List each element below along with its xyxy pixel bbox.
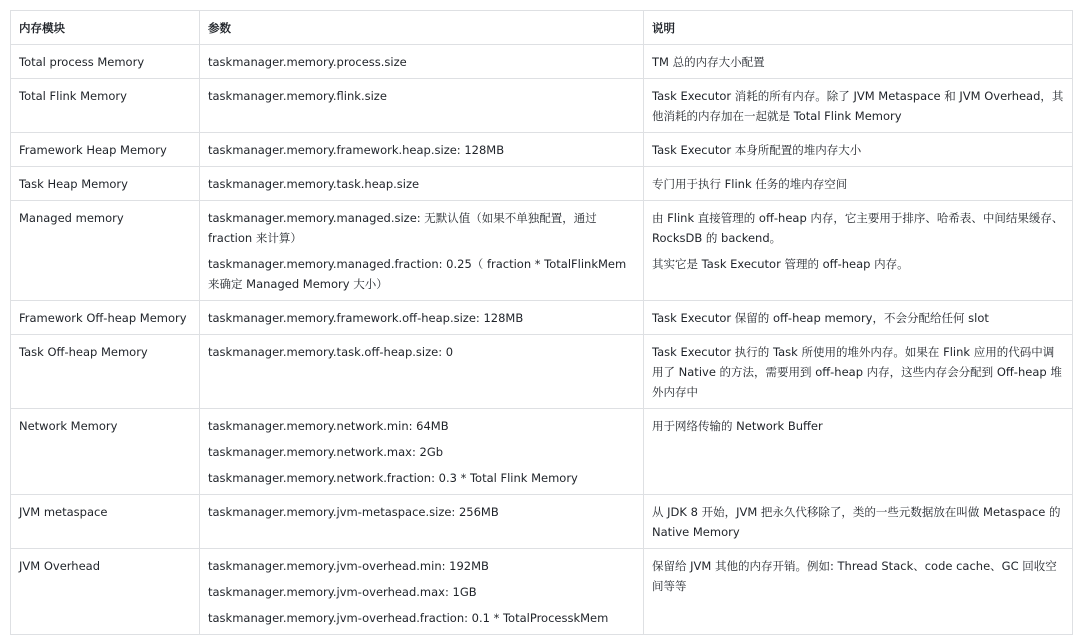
cell-module: Managed memory: [11, 201, 200, 301]
table-row: [11, 409, 1073, 495]
cell-module: Framework Heap Memory: [11, 133, 200, 167]
desc-line: Task Executor 消耗的所有内存。除了 JVM Metaspace 和 JVM Overhead，其他消耗的内存加在一起就是 Total Flink Memory: [652, 89, 1064, 123]
desc-line: 专门用于执行 Flink 任务的堆内存空间: [652, 177, 848, 191]
param-line: taskmanager.memory.jvm-overhead.max: 1GB: [208, 585, 477, 599]
desc-line: TM 总的内存大小配置: [652, 55, 765, 69]
cell-params: [200, 45, 644, 79]
param-line: taskmanager.memory.framework.heap.size: 128MB: [208, 143, 505, 157]
param-line: taskmanager.memory.flink.size: [208, 89, 387, 103]
cell-params: [200, 549, 644, 635]
table-row: [11, 301, 1073, 335]
cell-params: [200, 301, 644, 335]
table-row: [11, 335, 1073, 409]
header-params: 参数: [200, 11, 644, 45]
desc-line: Task Executor 保留的 off-heap memory，不会分配给任何 slot: [652, 311, 989, 325]
cell-module: Network Memory: [11, 409, 200, 495]
table-row: [11, 45, 1073, 79]
table-row: [11, 167, 1073, 201]
param-line: taskmanager.memory.jvm-overhead.fraction: 0.1 * TotalProcesskMem: [208, 611, 609, 625]
cell-desc: [644, 167, 1073, 201]
param-line: taskmanager.memory.network.max: 2Gb: [208, 445, 444, 459]
cell-desc: [644, 549, 1073, 635]
cell-desc: [644, 45, 1073, 79]
param-line: taskmanager.memory.task.heap.size: [208, 177, 420, 191]
cell-desc: [644, 133, 1073, 167]
cell-params: [200, 201, 644, 301]
desc-line: 用于网络传输的 Network Buffer: [652, 419, 823, 433]
cell-desc: [644, 301, 1073, 335]
desc-line: 由 Flink 直接管理的 off-heap 内存，它主要用于排序、哈希表、中间结果缓存、RocksDB 的 backend。: [652, 211, 1064, 245]
param-line: taskmanager.memory.network.min: 64MB: [208, 419, 449, 433]
table-body: [11, 45, 1073, 635]
table-header-row: [11, 11, 1073, 45]
cell-desc: [644, 335, 1073, 409]
memory-table-container: [10, 10, 1072, 635]
cell-module: Total Flink Memory: [11, 79, 200, 133]
cell-module: Task Off-heap Memory: [11, 335, 200, 409]
param-line: taskmanager.memory.task.off-heap.size: 0: [208, 345, 454, 359]
table-row: [11, 201, 1073, 301]
desc-line: 从 JDK 8 开始，JVM 把永久代移除了，类的一些元数据放在叫做 Metaspace 的 Native Memory: [652, 505, 1061, 539]
cell-desc: [644, 495, 1073, 549]
param-line: taskmanager.memory.managed.fraction: 0.25（ fraction * TotalFlinkMem 来确定 Managed Memory 大小）: [208, 257, 627, 291]
cell-params: [200, 409, 644, 495]
table-row: [11, 79, 1073, 133]
cell-params: [200, 79, 644, 133]
cell-params: [200, 133, 644, 167]
cell-module: Total process Memory: [11, 45, 200, 79]
header-module: 内存模块: [11, 11, 200, 45]
cell-module: JVM Overhead: [11, 549, 200, 635]
cell-params: [200, 335, 644, 409]
param-line: taskmanager.memory.jvm-metaspace.size: 256MB: [208, 505, 499, 519]
cell-module: Framework Off-heap Memory: [11, 301, 200, 335]
desc-line: 保留给 JVM 其他的内存开销。例如: Thread Stack、code cache、GC 回收空间等等: [652, 559, 1057, 593]
memory-config-table: [10, 10, 1073, 635]
desc-line: 其实它是 Task Executor 管理的 off-heap 内存。: [652, 257, 909, 271]
param-line: taskmanager.memory.network.fraction: 0.3 * Total Flink Memory: [208, 471, 578, 485]
param-line: taskmanager.memory.managed.size: 无默认值（如果不单独配置，通过 fraction 来计算）: [208, 211, 597, 245]
cell-module: JVM metaspace: [11, 495, 200, 549]
param-line: taskmanager.memory.process.size: [208, 55, 407, 69]
desc-line: Task Executor 本身所配置的堆内存大小: [652, 143, 862, 157]
desc-line: Task Executor 执行的 Task 所使用的堆外内存。如果在 Flink 应用的代码中调用了 Native 的方法，需要用到 off-heap 内存，这些内存会分配到 Off-heap 堆外内存中: [652, 345, 1062, 399]
cell-desc: [644, 201, 1073, 301]
table-row: [11, 495, 1073, 549]
table-row: [11, 133, 1073, 167]
cell-desc: [644, 79, 1073, 133]
cell-params: [200, 167, 644, 201]
cell-params: [200, 495, 644, 549]
header-desc: 说明: [644, 11, 1073, 45]
param-line: taskmanager.memory.jvm-overhead.min: 192MB: [208, 559, 489, 573]
cell-module: Task Heap Memory: [11, 167, 200, 201]
param-line: taskmanager.memory.framework.off-heap.size: 128MB: [208, 311, 524, 325]
table-row: [11, 549, 1073, 635]
cell-desc: [644, 409, 1073, 495]
